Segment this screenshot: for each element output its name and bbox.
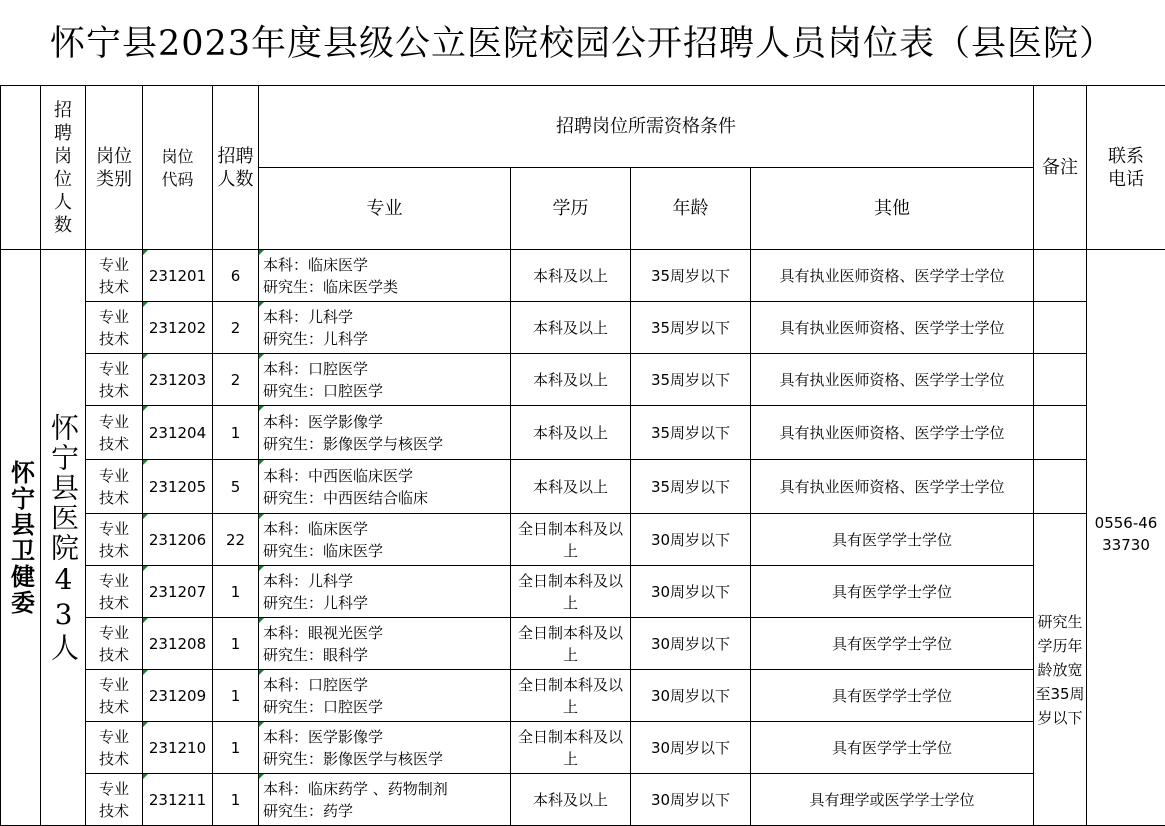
other-cell: 具有执业医师资格、医学学士学位 bbox=[751, 354, 1034, 406]
education-cell: 全日制本科及以上 bbox=[511, 618, 631, 670]
header-other: 其他 bbox=[751, 168, 1034, 250]
category-cell: 专业 技术 bbox=[86, 774, 143, 826]
major-cell: 本科：临床医学 研究生：临床医学类 bbox=[259, 250, 511, 302]
education-cell: 全日制本科及以上 bbox=[511, 670, 631, 722]
position-table bbox=[0, 85, 1165, 826]
category-cell: 专业 技术 bbox=[86, 354, 143, 406]
other-cell: 具有理学或医学学士学位 bbox=[751, 774, 1034, 826]
table-row bbox=[1, 302, 1165, 354]
header-category: 岗位类别 bbox=[86, 86, 143, 250]
major-cell: 本科：医学影像学 研究生：影像医学与核医学 bbox=[259, 406, 511, 460]
code-cell: 231210 bbox=[143, 722, 213, 774]
major-cell: 本科：儿科学 研究生：儿科学 bbox=[259, 566, 511, 618]
header-code: 岗位代码 bbox=[143, 86, 213, 250]
age-cell: 35周岁以下 bbox=[631, 250, 751, 302]
department-name: 怀宁县卫健委 bbox=[6, 459, 35, 616]
education-cell: 全日制本科及以上 bbox=[511, 514, 631, 566]
header-blank bbox=[1, 86, 41, 250]
education-cell: 本科及以上 bbox=[511, 774, 631, 826]
category-cell: 专业 技术 bbox=[86, 670, 143, 722]
count-cell: 2 bbox=[213, 354, 259, 406]
education-cell: 本科及以上 bbox=[511, 250, 631, 302]
note-text: 研究生学历年龄放宽至35周岁以下 bbox=[1035, 612, 1085, 727]
note-cell bbox=[1034, 354, 1087, 406]
table-row bbox=[1, 566, 1165, 618]
header-count: 招聘人数 bbox=[213, 86, 259, 250]
age-cell: 30周岁以下 bbox=[631, 514, 751, 566]
major-cell: 本科：临床医学 研究生：临床医学 bbox=[259, 514, 511, 566]
department-cell bbox=[1, 250, 41, 826]
major-cell: 本科：临床药学 、药物制剂 研究生：药学 bbox=[259, 774, 511, 826]
note-cell bbox=[1034, 302, 1087, 354]
table-row bbox=[1, 406, 1165, 460]
age-cell: 30周岁以下 bbox=[631, 774, 751, 826]
count-cell: 22 bbox=[213, 514, 259, 566]
category-cell: 专业 技术 bbox=[86, 460, 143, 514]
other-cell: 具有医学学士学位 bbox=[751, 566, 1034, 618]
table-row bbox=[1, 774, 1165, 826]
code-cell: 231211 bbox=[143, 774, 213, 826]
other-cell: 具有医学学士学位 bbox=[751, 618, 1034, 670]
code-cell: 231203 bbox=[143, 354, 213, 406]
education-cell: 全日制本科及以上 bbox=[511, 722, 631, 774]
count-cell: 1 bbox=[213, 722, 259, 774]
code-cell: 231208 bbox=[143, 618, 213, 670]
age-cell: 30周岁以下 bbox=[631, 722, 751, 774]
phone-cell bbox=[1087, 250, 1165, 826]
phone-number: 0556-4633730 bbox=[1094, 514, 1158, 554]
category-cell: 专业 技术 bbox=[86, 406, 143, 460]
count-cell: 2 bbox=[213, 302, 259, 354]
header-requirements: 招聘岗位所需资格条件 bbox=[259, 86, 1034, 168]
other-cell: 具有执业医师资格、医学学士学位 bbox=[751, 460, 1034, 514]
code-cell: 231201 bbox=[143, 250, 213, 302]
other-cell: 具有执业医师资格、医学学士学位 bbox=[751, 406, 1034, 460]
count-cell: 6 bbox=[213, 250, 259, 302]
education-cell: 全日制本科及以上 bbox=[511, 566, 631, 618]
major-cell: 本科：儿科学 研究生：儿科学 bbox=[259, 302, 511, 354]
count-cell: 1 bbox=[213, 618, 259, 670]
note-cell bbox=[1034, 250, 1087, 302]
other-cell: 具有医学学士学位 bbox=[751, 722, 1034, 774]
table-row bbox=[1, 618, 1165, 670]
table-row bbox=[1, 514, 1165, 566]
education-cell: 本科及以上 bbox=[511, 302, 631, 354]
code-cell: 231206 bbox=[143, 514, 213, 566]
unit-name: 怀宁县医院43人 bbox=[47, 412, 80, 663]
education-cell: 本科及以上 bbox=[511, 354, 631, 406]
header-note: 备注 bbox=[1034, 86, 1087, 250]
code-cell: 231205 bbox=[143, 460, 213, 514]
category-cell: 专业 技术 bbox=[86, 514, 143, 566]
major-cell: 本科：口腔医学 研究生：口腔医学 bbox=[259, 670, 511, 722]
age-cell: 30周岁以下 bbox=[631, 618, 751, 670]
note-cell bbox=[1034, 514, 1087, 826]
education-cell: 本科及以上 bbox=[511, 460, 631, 514]
table-row bbox=[1, 354, 1165, 406]
major-cell: 本科：眼视光医学 研究生：眼科学 bbox=[259, 618, 511, 670]
other-cell: 具有医学学士学位 bbox=[751, 514, 1034, 566]
count-cell: 1 bbox=[213, 566, 259, 618]
major-cell: 本科：口腔医学 研究生：口腔医学 bbox=[259, 354, 511, 406]
other-cell: 具有执业医师资格、医学学士学位 bbox=[751, 302, 1034, 354]
header-major: 专业 bbox=[259, 168, 511, 250]
major-cell: 本科：中西医临床医学 研究生：中西医结合临床 bbox=[259, 460, 511, 514]
header-education: 学历 bbox=[511, 168, 631, 250]
other-cell: 具有执业医师资格、医学学士学位 bbox=[751, 250, 1034, 302]
table-row bbox=[1, 722, 1165, 774]
major-cell: 本科：医学影像学 研究生：影像医学与核医学 bbox=[259, 722, 511, 774]
header-age: 年龄 bbox=[631, 168, 751, 250]
category-cell: 专业 技术 bbox=[86, 618, 143, 670]
page-title: 怀宁县2023年度县级公立医院校园公开招聘人员岗位表（县医院） bbox=[49, 24, 1116, 64]
header-positions-count: 招聘岗位人数 bbox=[41, 86, 86, 250]
age-cell: 30周岁以下 bbox=[631, 670, 751, 722]
category-cell: 专业 技术 bbox=[86, 302, 143, 354]
education-cell: 本科及以上 bbox=[511, 406, 631, 460]
code-cell: 231202 bbox=[143, 302, 213, 354]
category-cell: 专业 技术 bbox=[86, 722, 143, 774]
code-cell: 231207 bbox=[143, 566, 213, 618]
other-cell: 具有医学学士学位 bbox=[751, 670, 1034, 722]
table-row bbox=[1, 670, 1165, 722]
age-cell: 30周岁以下 bbox=[631, 566, 751, 618]
count-cell: 1 bbox=[213, 670, 259, 722]
category-cell: 专业 技术 bbox=[86, 250, 143, 302]
age-cell: 35周岁以下 bbox=[631, 406, 751, 460]
category-cell: 专业 技术 bbox=[86, 566, 143, 618]
table-row bbox=[1, 250, 1165, 302]
age-cell: 35周岁以下 bbox=[631, 460, 751, 514]
code-cell: 231209 bbox=[143, 670, 213, 722]
age-cell: 35周岁以下 bbox=[631, 302, 751, 354]
unit-cell bbox=[41, 250, 86, 826]
age-cell: 35周岁以下 bbox=[631, 354, 751, 406]
table-body bbox=[1, 250, 1165, 826]
code-cell: 231204 bbox=[143, 406, 213, 460]
count-cell: 1 bbox=[213, 774, 259, 826]
count-cell: 1 bbox=[213, 406, 259, 460]
note-cell bbox=[1034, 406, 1087, 460]
count-cell: 5 bbox=[213, 460, 259, 514]
header-phone: 联系电话 bbox=[1087, 86, 1165, 250]
table-row bbox=[1, 460, 1165, 514]
note-cell bbox=[1034, 460, 1087, 514]
